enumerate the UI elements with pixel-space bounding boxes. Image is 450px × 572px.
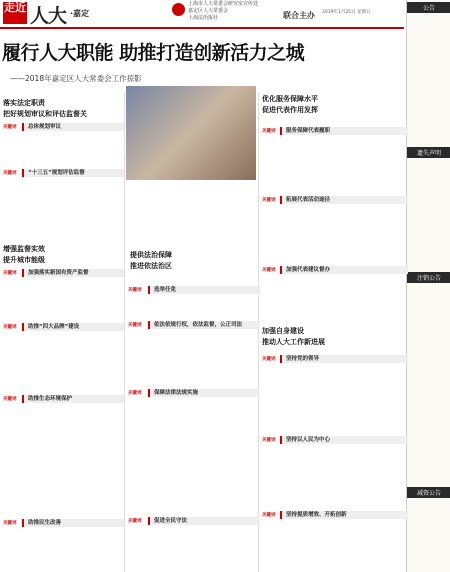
- section-heading: 提供法治保障 推进依法治区: [130, 251, 172, 270]
- notice-heading: 公告: [407, 2, 450, 13]
- subheading-pill: 加强代表建议督办: [280, 266, 408, 274]
- section-heading: 增强监督实效 提升城市能级: [3, 245, 45, 264]
- subheading-pill: 坚持党的领导: [280, 355, 408, 363]
- subheading-pill: “十三五”规划评估监督: [22, 169, 124, 177]
- section-heading: 优化服务保障水平 促进代表作用发挥: [262, 95, 318, 114]
- column-divider: [124, 92, 125, 572]
- cancellation-text: [407, 285, 450, 485]
- issue-date: 2019年1月25日 星期五: [322, 10, 371, 15]
- subtitle: ——2018年嘉定区人大常委会工作掠影: [10, 74, 142, 83]
- cancellation-heading: 注销公告: [407, 272, 450, 283]
- body-text: [262, 368, 402, 428]
- keyword-tag: 关键词: [262, 129, 276, 134]
- logo-main: 人大: [30, 5, 67, 27]
- column-divider: [258, 92, 259, 572]
- masthead: [0, 0, 404, 29]
- subheading-pill: 坚持提质增效、开拓创新: [280, 511, 408, 519]
- subheading-pill: 促进全民守法: [148, 517, 260, 525]
- body-text: [262, 278, 402, 322]
- subheading-pill: 加强落实新国有资产监督: [22, 269, 124, 277]
- lost-statement-text: [407, 160, 450, 270]
- keyword-tag: 关键词: [262, 438, 276, 443]
- body-text: [262, 140, 402, 170]
- subheading-pill: 总体规划审议: [22, 123, 124, 131]
- feature-photo: [126, 86, 256, 180]
- subheading-pill: 拓展代表活动途径: [280, 196, 408, 204]
- keyword-tag: 关键词: [3, 125, 17, 130]
- keyword-tag: 关键词: [128, 288, 142, 293]
- subheading-pill: 依法依规行权，依法监督，公正司法: [148, 321, 260, 329]
- subheading-pill: 服务保障代表履职: [280, 127, 408, 135]
- body-text: [128, 530, 254, 570]
- keyword-tag: 关键词: [3, 271, 17, 276]
- body-text: [262, 208, 402, 260]
- subheading-pill: 选举任免: [148, 286, 260, 294]
- body-text: [3, 136, 121, 164]
- headline: 履行人大职能 助推打造创新活力之城: [2, 42, 305, 64]
- capital-reduction-heading: 减资公告: [407, 487, 450, 498]
- subheading-pill: 助推民生改善: [22, 519, 124, 527]
- body-text: [262, 448, 402, 504]
- subheading-pill: 坚持以人民为中心: [280, 436, 408, 444]
- body-text: [3, 532, 121, 570]
- keyword-tag: 关键词: [262, 198, 276, 203]
- keyword-tag: 关键词: [262, 357, 276, 362]
- lost-statement-heading: 遗失声明: [407, 147, 450, 158]
- body-text: [3, 282, 121, 320]
- keyword-tag: 关键词: [128, 519, 142, 524]
- body-text: [128, 182, 254, 244]
- logo-sub: ·嘉定: [70, 9, 90, 18]
- body-text: [128, 334, 254, 386]
- keyword-tag: 关键词: [128, 323, 142, 328]
- body-text: [3, 408, 121, 504]
- body-text: [3, 182, 121, 242]
- body-text: [3, 336, 121, 384]
- keyword-tag: 关键词: [262, 513, 276, 518]
- section-heading: 落实法定职责 把好规划审议和评估监督关: [3, 99, 87, 118]
- subheading-pill: 助推生态环境保护: [22, 395, 124, 403]
- emblem-icon: [172, 3, 185, 16]
- keyword-tag: 关键词: [3, 397, 17, 402]
- notice-text: [407, 15, 450, 145]
- keyword-tag: 关键词: [3, 521, 17, 526]
- body-text: [128, 402, 254, 534]
- keyword-tag: 关键词: [3, 325, 17, 330]
- body-text: [262, 524, 402, 570]
- publishers: 上海市人大常委会研究室宣传处 嘉定区人大常委会 上海法治报社: [188, 1, 259, 21]
- subheading-pill: 保障法律法规实施: [148, 389, 260, 397]
- keyword-tag: 关键词: [128, 391, 142, 396]
- keyword-tag: 关键词: [262, 268, 276, 273]
- subheading-pill: 助推“四大品牌”建设: [22, 323, 124, 331]
- logo-red-block: 走近: [3, 2, 27, 24]
- section-heading: 加强自身建设 推动人大工作新进展: [262, 327, 325, 346]
- keyword-tag: 关键词: [3, 171, 17, 176]
- sidebar-notices: [406, 0, 450, 572]
- co-host-label: 联合主办: [283, 11, 315, 20]
